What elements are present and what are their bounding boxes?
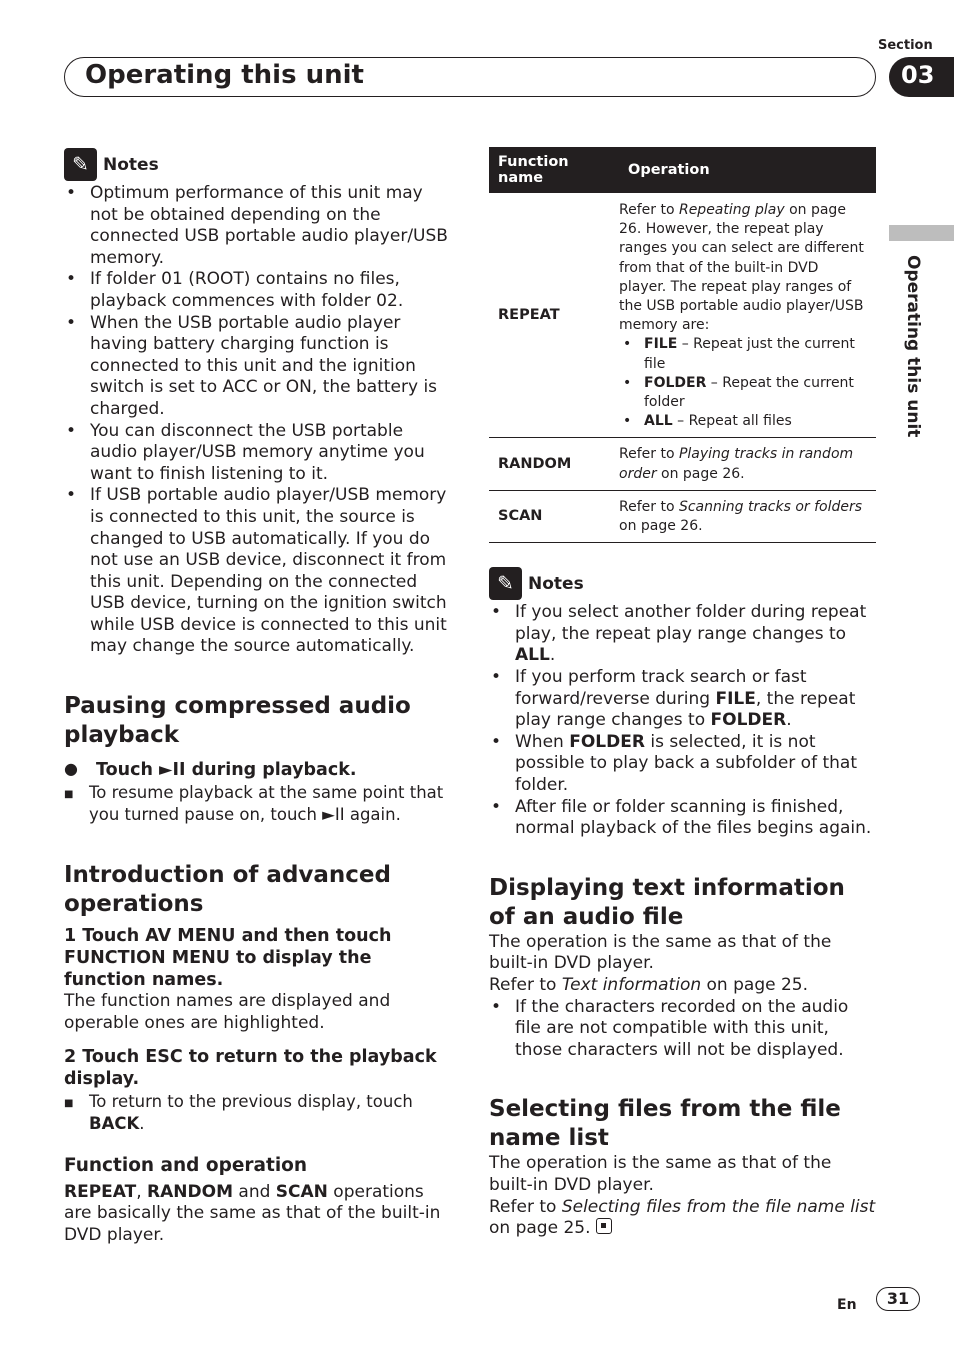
reference: Selecting files from the file name list	[561, 1196, 876, 1217]
text: Refer to	[619, 498, 679, 515]
table-header: Function name	[489, 147, 619, 193]
note-item	[489, 732, 876, 797]
list-item	[619, 335, 867, 373]
intro-step-2: 2 Touch ESC to return to the playback display.	[64, 1047, 437, 1090]
text: operations are basically the same as that of the built-in DVD player.	[64, 1181, 441, 1245]
note-text: To return to the previous display, touch	[89, 1092, 413, 1112]
option-label: FOLDER	[644, 374, 707, 391]
repeat-label: REPEAT	[64, 1181, 137, 1202]
reference: Playing tracks in random order	[619, 446, 854, 482]
select-heading: Selecting files from the file name list	[489, 1096, 841, 1152]
option-label: ALL	[515, 645, 550, 666]
page-number: 31	[876, 1287, 920, 1311]
text: and	[233, 1181, 276, 1202]
option-label: FOLDER	[569, 731, 645, 752]
right-column	[489, 147, 876, 1240]
notes-label: Notes	[103, 154, 159, 175]
select-body: The operation is the same as that of the built-in DVD player.	[489, 1153, 832, 1195]
display-list	[489, 997, 876, 1062]
function-table	[489, 147, 876, 543]
reference: Scanning tracks or folders	[678, 498, 863, 515]
list-item	[619, 374, 867, 412]
text: If you select another folder during repeat play, the repeat play range changes to	[515, 602, 867, 644]
text: When	[515, 731, 570, 752]
left-column	[64, 148, 454, 1246]
repeat-range-list	[619, 335, 867, 431]
section-label: Section	[878, 38, 933, 53]
text: ,	[136, 1181, 148, 1202]
text: on page 26.	[656, 465, 745, 482]
function-name: SCAN	[489, 490, 619, 542]
intro-step-1-body: The function names are displayed and operable ones are highlighted.	[64, 991, 391, 1033]
pausing-step-text: Touch ►II during playback.	[96, 760, 357, 781]
note-item: • After file or folder scanning is finished, normal playback of the files begins again.	[489, 797, 876, 840]
text: .	[549, 645, 556, 666]
table-row	[489, 438, 876, 490]
notes-list	[489, 602, 876, 840]
text: is selected, it is not possible to play back a subfolder of that folder.	[515, 731, 857, 795]
option-label: FILE	[644, 336, 678, 353]
table-header: Operation	[619, 147, 876, 193]
text: – Repeat just the current file	[644, 336, 855, 372]
table-row	[489, 193, 876, 438]
function-name: RANDOM	[489, 438, 619, 490]
page-title: Operating this unit	[85, 60, 364, 90]
side-tab-label: Operating this unit	[903, 255, 923, 438]
display-body: The operation is the same as that of the built-in DVD player.	[489, 931, 832, 974]
note-item: • Optimum performance of this unit may not be obtained depending on the connected USB portable audio player/USB memory.	[64, 183, 454, 269]
list-item: • If the characters recorded on the audio file are not compatible with this unit, those characters will not be displayed.	[489, 997, 876, 1062]
note-item: • If folder 01 (ROOT) contains no files, playback commences with folder 02.	[64, 269, 454, 312]
note-item: • You can disconnect the USB portable audio player/USB memory anytime you want to finish listening to it.	[64, 421, 454, 486]
text: Refer to	[619, 446, 679, 463]
note-item	[489, 602, 876, 667]
text: – Repeat the current folder	[644, 374, 854, 411]
display-ref	[489, 975, 876, 997]
function-body	[64, 1182, 454, 1247]
title-box	[64, 57, 876, 97]
text: If you perform track search or fast forward/reverse during	[515, 667, 807, 709]
table-row	[489, 490, 876, 542]
function-operation	[619, 193, 876, 438]
note-item: • When the USB portable audio player having battery charging function is connected to this unit and the ignition switch is set to ACC or ON, the battery is charged.	[64, 313, 454, 421]
select-ref	[489, 1197, 876, 1240]
note-item: • If USB portable audio player/USB memory is connected to this unit, the source is changed to USB automatically. If you do not use an USB device, disconnect it from this unit. Depending on the connected USB device, turning on the ignition switch while USB device is connected to this unit may change the source automatically.	[64, 485, 454, 658]
reference: Text information	[561, 974, 702, 995]
text: .	[786, 710, 792, 731]
display-heading: Displaying text information of an audio file	[489, 874, 845, 930]
random-label: RANDOM	[147, 1181, 233, 1202]
text: Refer to	[619, 202, 679, 218]
function-name: REPEAT	[489, 193, 619, 438]
pencil-notes-icon: ✎	[489, 567, 522, 600]
text: on page 25.	[489, 1218, 591, 1239]
function-operation	[619, 438, 876, 490]
pencil-notes-icon: ✎	[64, 148, 97, 181]
pausing-step: ● Touch ►II during playback.	[64, 759, 357, 781]
scan-label: SCAN	[275, 1181, 328, 1202]
table-header-row	[489, 147, 876, 193]
text: Refer to	[489, 1196, 562, 1217]
text: , the repeat play range changes to	[515, 688, 856, 731]
note-item	[489, 667, 876, 732]
pausing-heading: Pausing compressed audio playback	[64, 693, 411, 749]
intro-step-2-note	[64, 1091, 454, 1134]
side-tab-marker	[889, 225, 954, 241]
text: on page 25.	[701, 974, 809, 995]
option-label: FILE	[715, 688, 756, 709]
intro-step-1: 1 Touch AV MENU and then touch FUNCTION MENU to display the function names.	[64, 926, 392, 991]
function-operation	[619, 490, 876, 542]
option-label: ALL	[644, 413, 673, 430]
language-label: En	[837, 1297, 857, 1313]
notes-list	[64, 183, 454, 658]
pausing-note: ■ To resume playback at the same point that you turned pause on, touch ►II again.	[64, 782, 454, 825]
text: Refer to	[489, 974, 562, 995]
note-text: .	[139, 1114, 145, 1134]
reference: Repeating play	[678, 202, 785, 218]
notes-header	[64, 148, 454, 181]
text: on page 26. However, the repeat play ranges you can select are different from that of the built-in DVD player. The repeat play ranges of the USB portable audio player/USB memory are:	[619, 202, 864, 334]
text: on page 26.	[619, 518, 703, 535]
section-number: 03	[889, 57, 954, 97]
list-item	[619, 412, 867, 431]
back-label: BACK	[89, 1114, 140, 1134]
notes-label: Notes	[528, 573, 584, 594]
intro-heading: Introduction of advanced operations	[64, 862, 391, 918]
end-mark-icon	[596, 1218, 612, 1234]
option-label: FOLDER	[710, 710, 787, 731]
function-heading: Function and operation	[64, 1154, 308, 1176]
notes-header	[489, 567, 876, 600]
text: – Repeat all files	[672, 413, 792, 430]
